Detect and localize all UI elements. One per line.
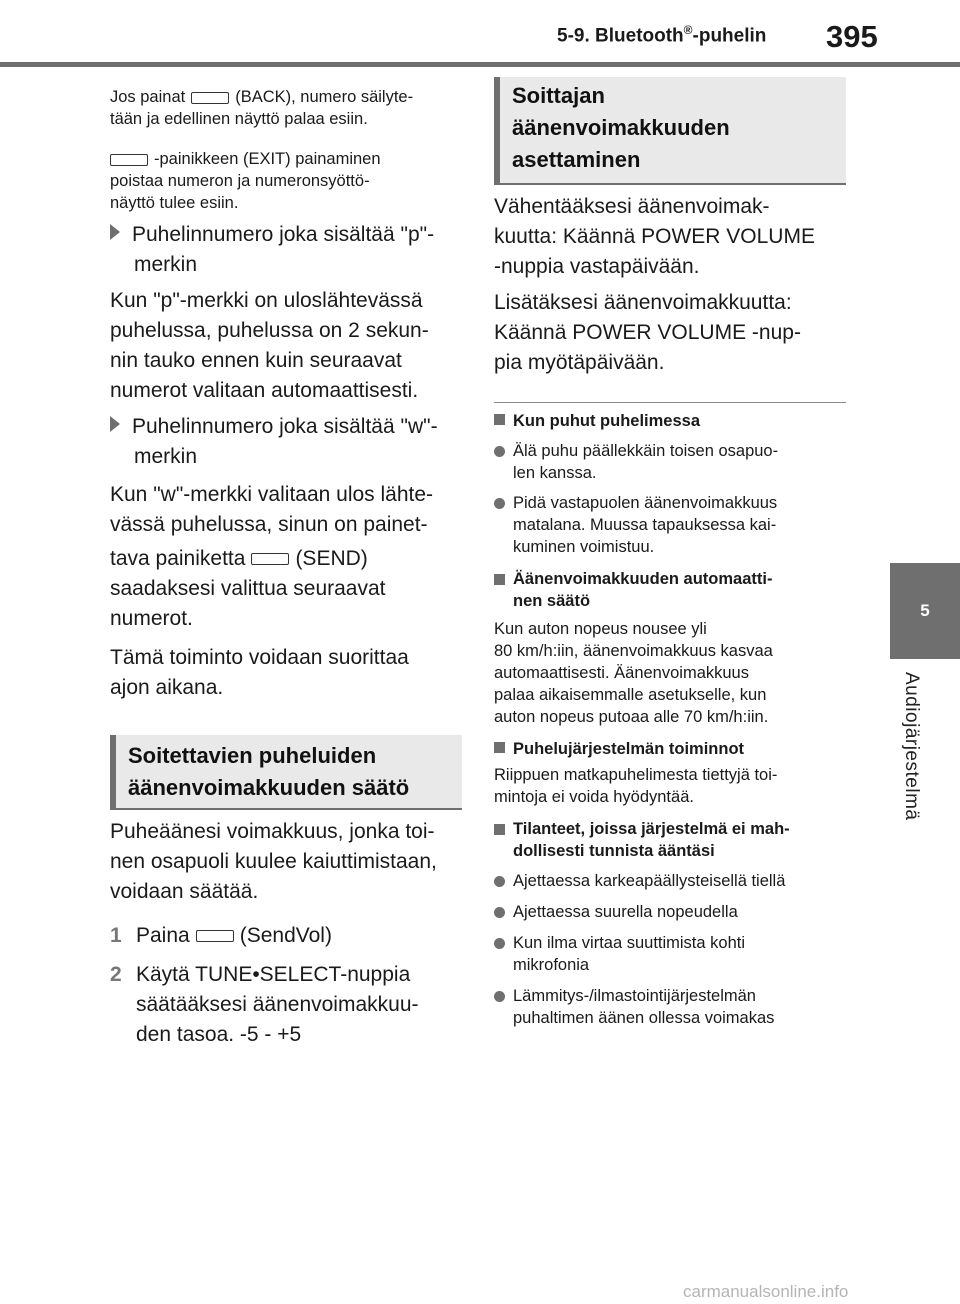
note-heading: Äänenvoimakkuuden automaatti- nen säätö — [494, 568, 846, 612]
dot-bullet-icon — [494, 938, 505, 949]
step-1: 1 Paina (SendVol) — [110, 924, 332, 947]
send-button-icon — [251, 553, 289, 565]
section-heading-outgoing-volume: Soitettavien puheluiden äänenvoimakkuuden säätö — [110, 735, 462, 810]
exit-button-icon — [110, 154, 148, 166]
p-char-paragraph: Kun "p"-merkki on uloslähtevässä puhelussa, puhelussa on 2 sekun- nin tauko ennen kuin seuraavat numerot valitaan automaattisesti. — [110, 289, 429, 402]
triangle-bullet-icon — [110, 416, 120, 432]
back-button-icon — [191, 92, 229, 104]
list-item: Pidä vastapuolen äänenvoimakkuus matalana. Muussa tapauksessa kai- kuminen voimistuu. — [494, 492, 846, 558]
dot-bullet-icon — [494, 498, 505, 509]
note-heading: Puhelujärjestelmän toiminnot — [494, 738, 846, 760]
page-number: 395 — [826, 19, 878, 54]
list-item: Ajettaessa suurella nopeudella — [494, 901, 846, 923]
chapter-tab-label: Audiojärjestelmä — [901, 672, 922, 821]
square-bullet-icon — [494, 414, 505, 425]
notes-block — [494, 410, 846, 1029]
triangle-bullet-icon — [110, 224, 120, 240]
note-heading: Kun puhut puhelimessa — [494, 410, 846, 432]
volume-paragraph: Puheäänesi voimakkuus, jonka toi- nen osapuoli kuulee kaiuttimistaan, voidaan säätää. — [110, 820, 437, 903]
auto-volume-paragraph: Kun auton nopeus nousee yli 80 km/h:iin, äänenvoimakkuus kasvaa automaattisesti. Äänenvoimakkuus palaa aikaisemmalle asetukselle, kun auton nopeus putoaa alle 70 km/h:iin. — [494, 620, 773, 726]
chapter-tab-number: 5 — [890, 563, 960, 659]
dot-bullet-icon — [494, 876, 505, 887]
dot-bullet-icon — [494, 991, 505, 1002]
bullet-w-heading: Puhelinnumero joka sisältää "w"- merkin — [110, 412, 438, 472]
header-section-title: 5-9. Bluetooth®-puhelin — [557, 23, 767, 47]
w-char-paragraph: Kun "w"-merkki valitaan ulos lähte- vässä puhelussa, sinun on painet- tava painiketta (SEND) saadaksesi valittua seuraavat numerot. — [110, 483, 434, 630]
square-bullet-icon — [494, 824, 505, 835]
list-item: Lämmitys-/ilmastointijärjestelmän puhaltimen äänen ollessa voimakas — [494, 985, 846, 1029]
divider — [494, 402, 846, 403]
drive-paragraph: Tämä toiminto voidaan suorittaa ajon aikana. — [110, 646, 409, 699]
watermark: carmanualsonline.info — [683, 1282, 849, 1301]
dot-bullet-icon — [494, 446, 505, 457]
list-item: Kun ilma virtaa suuttimista kohti mikrofonia — [494, 932, 846, 976]
exit-note: -painikkeen (EXIT) painaminen poistaa numeron ja numeronsyöttö- näyttö tulee esiin. — [110, 150, 381, 212]
square-bullet-icon — [494, 742, 505, 753]
list-item: Ajettaessa karkeapäällysteisellä tiellä — [494, 870, 846, 892]
increase-volume-paragraph: Lisätäksesi äänenvoimakkuutta: Käännä POWER VOLUME -nup- pia myötäpäivään. — [494, 291, 801, 374]
list-item: Älä puhu päällekkäin toisen osapuo- len kanssa. — [494, 440, 846, 484]
functions-paragraph: Riippuen matkapuhelimesta tiettyjä toi- mintoja ei voida hyödyntää. — [494, 766, 778, 806]
step-2: 2 Käytä TUNE•SELECT-nuppia säätääksesi äänenvoimakkuu- den tasoa. -5 - +5 — [110, 963, 419, 1046]
dot-bullet-icon — [494, 907, 505, 918]
decrease-volume-paragraph: Vähentääksesi äänenvoimak- kuutta: Käännä POWER VOLUME -nuppia vastapäivään. — [494, 195, 815, 278]
header-rule — [0, 62, 960, 67]
note-heading: Tilanteet, joissa järjestelmä ei mah- dollisesti tunnista ääntäsi — [494, 818, 846, 862]
bullet-p-heading: Puhelinnumero joka sisältää "p"- merkin — [110, 220, 434, 280]
section-heading-caller-volume: Soittajan äänenvoimakkuuden asettaminen — [494, 77, 846, 185]
square-bullet-icon — [494, 574, 505, 585]
back-note: Jos painat (BACK), numero säilyte- tään ja edellinen näyttö palaa esiin. — [110, 88, 414, 128]
sendvol-button-icon — [196, 930, 234, 942]
